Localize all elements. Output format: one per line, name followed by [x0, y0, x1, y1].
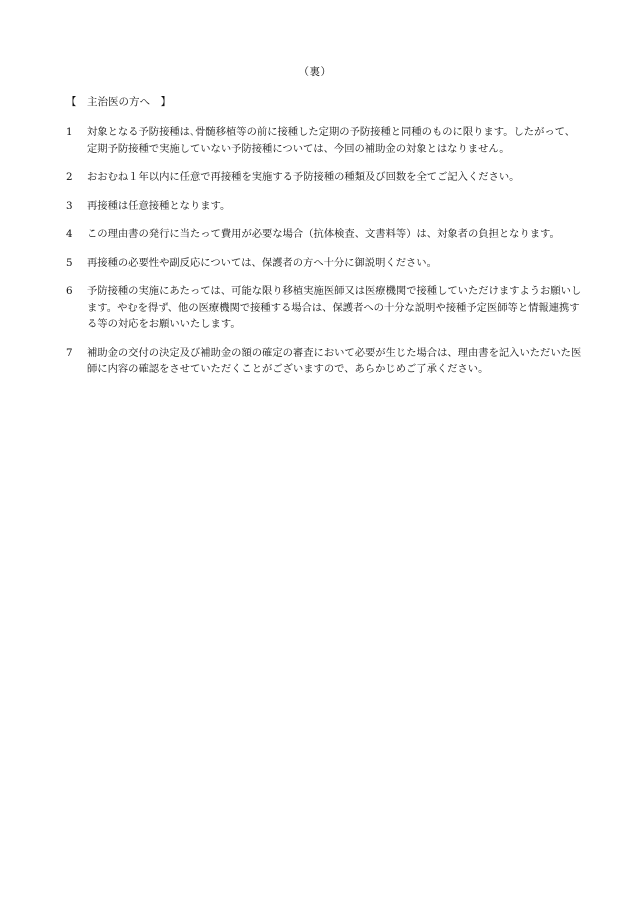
note-text: この理由書の発行に当たって費用が必要な場合（抗体検査、文書料等）は、対象者の負担となります。 — [87, 228, 560, 240]
list-item — [66, 345, 582, 378]
list-item — [66, 283, 582, 333]
note-text: 再接種の必要性や副反応については、保護者の方へ十分に御説明ください。 — [87, 256, 437, 269]
note-text: 対象となる予防接種は､骨髄移植等の前に接種した定期の予防接種と同種のものに限ります。したがって、定期予防接種で実施していない予防接種については、今回の補助金の対象とはなりません。 — [87, 126, 576, 155]
note-text: おおむね１年以内に任意で再接種を実施する予防接種の種類及び回数を全てご記入ください。 — [87, 171, 520, 183]
note-text: 補助金の交付の決定及び補助金の額の確定の審査において必要が生じた場合は、理由書を記入いただいた医師に内容の確認をさせていただくことがございますので、あらかじめご了承ください。 — [87, 346, 582, 375]
note-number: 5 — [66, 256, 73, 269]
note-number: 3 — [66, 199, 73, 212]
note-number: 4 — [66, 228, 73, 240]
note-number: 6 — [66, 285, 73, 297]
notes-list — [66, 124, 582, 390]
note-number: 7 — [66, 346, 73, 359]
note-number: 1 — [66, 126, 73, 138]
list-item — [66, 198, 582, 215]
list-item — [66, 255, 582, 272]
page-heading: （裏） — [298, 66, 332, 78]
list-item — [66, 124, 582, 157]
list-item — [66, 226, 582, 243]
note-text: 再接種は任意接種となります。 — [87, 199, 231, 212]
list-item — [66, 169, 582, 186]
section-heading: 【 主治医の方へ 】 — [66, 96, 171, 108]
note-text: 予防接種の実施にあたっては、可能な限り移植実施医師又は医療機関で接種していただけますようお願いします。やむを得ず、他の医療機関で接種する場合は、保護者への十分な説明や接種予定医師等と情報連携する等の対応をお願いいたします。 — [87, 285, 582, 330]
note-number: 2 — [66, 171, 73, 183]
